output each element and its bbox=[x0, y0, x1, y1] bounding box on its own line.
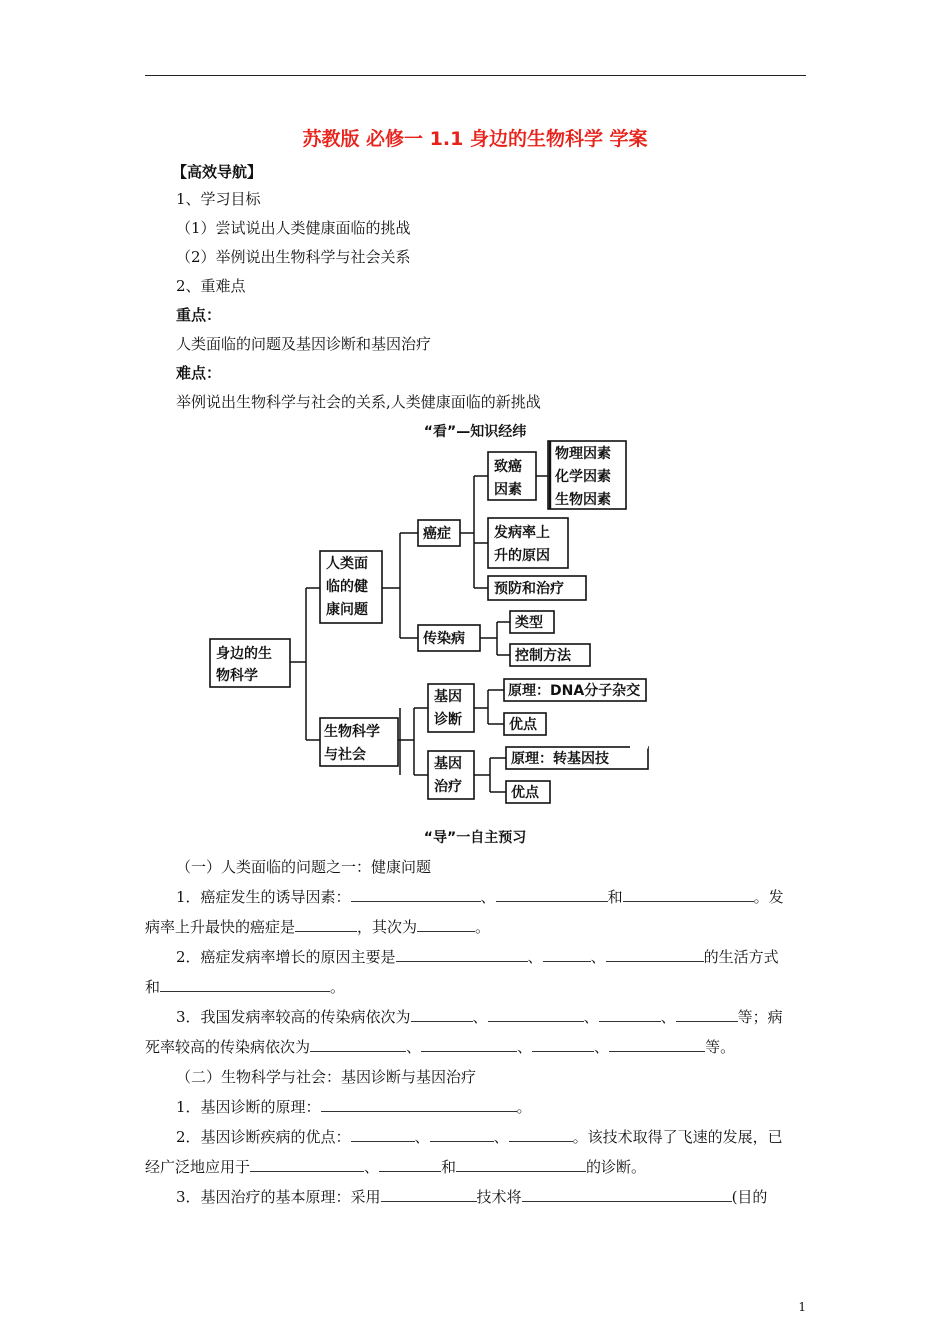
q5-text-d: 。该技术取得了飞速的发展，已 bbox=[572, 1128, 783, 1146]
question-3-line-2 bbox=[145, 1036, 735, 1057]
health-line-2: 临的健 bbox=[326, 579, 368, 595]
q1-text-f: ，其次为 bbox=[357, 918, 418, 936]
q4-text-a: 1．基因诊断的原理： bbox=[176, 1098, 321, 1116]
blank[interactable] bbox=[351, 887, 481, 902]
health-line-1: 人类面 bbox=[326, 556, 368, 572]
blank[interactable] bbox=[543, 947, 591, 962]
blank[interactable] bbox=[310, 1037, 406, 1052]
blank[interactable] bbox=[509, 1127, 573, 1142]
blank[interactable] bbox=[676, 1007, 738, 1022]
ther-principle-node: 原理：转基因技 bbox=[511, 751, 609, 767]
blank[interactable] bbox=[522, 1187, 732, 1202]
blank[interactable] bbox=[421, 1037, 517, 1052]
factor-physical: 物理因素 bbox=[555, 446, 611, 462]
preview-heading: “导”一自主预习 bbox=[423, 830, 527, 846]
blank[interactable] bbox=[396, 947, 528, 962]
page-number: 1 bbox=[798, 1300, 806, 1314]
diagnosis-line-2: 诊断 bbox=[434, 712, 462, 728]
guide-header: 【高效导航】 bbox=[172, 163, 263, 181]
therapy-line-2: 治疗 bbox=[434, 779, 462, 795]
goal-item-1: （1）尝试说出人类健康面临的挑战 bbox=[176, 219, 411, 237]
blank[interactable] bbox=[430, 1127, 494, 1142]
key-label: 重点： bbox=[176, 306, 222, 324]
q3-text-j: 等。 bbox=[705, 1038, 736, 1056]
blank[interactable] bbox=[496, 887, 608, 902]
blank[interactable] bbox=[609, 1037, 705, 1052]
question-4 bbox=[176, 1096, 532, 1117]
q2-text-e: 和 bbox=[145, 978, 161, 996]
blank[interactable] bbox=[599, 1007, 661, 1022]
question-5-line-1 bbox=[176, 1126, 783, 1147]
q2-text-d: 的生活方式 bbox=[703, 948, 779, 966]
blank[interactable] bbox=[606, 947, 704, 962]
rate-rise-line-2: 升的原因 bbox=[494, 548, 550, 564]
q3-text-g: 、 bbox=[406, 1038, 422, 1056]
society-line-1: 生物科学 bbox=[324, 724, 380, 740]
hard-label: 难点： bbox=[176, 364, 222, 382]
q2-text-f: 。 bbox=[330, 978, 346, 996]
society-line-2: 与社会 bbox=[324, 747, 366, 763]
blank[interactable] bbox=[623, 887, 754, 902]
question-1-line-2 bbox=[145, 916, 490, 937]
blank[interactable] bbox=[411, 1007, 473, 1022]
cancer-node: 癌症 bbox=[423, 526, 451, 542]
therapy-line-1: 基因 bbox=[434, 756, 462, 772]
carcinogen-line-1: 致癌 bbox=[494, 459, 522, 475]
blank[interactable] bbox=[321, 1097, 517, 1112]
blank[interactable] bbox=[381, 1187, 477, 1202]
q3-text-a: 3．我国发病率较高的传染病依次为 bbox=[176, 1008, 411, 1026]
key-points-heading: 2、重难点 bbox=[176, 277, 246, 295]
question-1-line-1 bbox=[176, 886, 784, 907]
q5-text-a: 2．基因诊断疾病的优点： bbox=[176, 1128, 351, 1146]
question-2-line-2 bbox=[145, 976, 345, 997]
blank[interactable] bbox=[379, 1157, 441, 1172]
question-2-line-1 bbox=[176, 946, 779, 967]
question-5-line-2 bbox=[145, 1156, 646, 1177]
blank[interactable] bbox=[417, 917, 475, 932]
hard-text: 举例说出生物科学与社会的关系,人类健康面临的新挑战 bbox=[176, 393, 541, 411]
q1-text-b: 、 bbox=[480, 888, 496, 906]
blank[interactable] bbox=[160, 977, 330, 992]
q1-text-c: 和 bbox=[607, 888, 623, 906]
q2-text-c: 、 bbox=[590, 948, 606, 966]
q5-text-f: 、 bbox=[364, 1158, 380, 1176]
health-line-3: 康问题 bbox=[326, 602, 368, 618]
diagnosis-line-1: 基因 bbox=[434, 689, 462, 705]
blank[interactable] bbox=[295, 917, 357, 932]
page-title: 苏教版 必修一 1.1 身边的生物科学 学案 bbox=[302, 128, 648, 150]
q5-text-b: 、 bbox=[414, 1128, 430, 1146]
q6-text-a: 3．基因治疗的基本原理：采用 bbox=[176, 1188, 381, 1206]
q3-text-e: 等；病 bbox=[737, 1008, 783, 1026]
infect-node: 传染病 bbox=[423, 631, 465, 647]
control-node: 控制方法 bbox=[515, 648, 571, 664]
goals-heading: 1、学习目标 bbox=[176, 190, 261, 208]
q1-text-d: 。发 bbox=[753, 888, 784, 906]
blank[interactable] bbox=[351, 1127, 415, 1142]
q5-text-c: 、 bbox=[493, 1128, 509, 1146]
section-one-heading: （一）人类面临的问题之一：健康问题 bbox=[176, 858, 432, 876]
rate-rise-line-1: 发病率上 bbox=[494, 525, 550, 541]
q5-text-h: 的诊断。 bbox=[586, 1158, 647, 1176]
q5-text-g: 和 bbox=[441, 1158, 457, 1176]
q5-text-e: 经广泛地应用于 bbox=[145, 1158, 251, 1176]
q3-text-b: 、 bbox=[472, 1008, 488, 1026]
root-line-1: 身边的生 bbox=[216, 646, 272, 662]
factor-chemical: 化学因素 bbox=[555, 469, 611, 485]
question-6 bbox=[176, 1186, 767, 1207]
diagram-heading: “看”—知识经纬 bbox=[423, 424, 527, 440]
q2-text-b: 、 bbox=[527, 948, 543, 966]
diag-principle-node: 原理：DNA分子杂交 bbox=[508, 683, 641, 699]
question-3-line-1 bbox=[176, 1006, 783, 1027]
q3-text-c: 、 bbox=[583, 1008, 599, 1026]
blank[interactable] bbox=[532, 1037, 594, 1052]
prevent-node: 预防和治疗 bbox=[494, 581, 564, 597]
goal-item-2: （2）举例说出生物科学与社会关系 bbox=[176, 248, 411, 266]
q1-text-g: 。 bbox=[475, 918, 491, 936]
key-text: 人类面临的问题及基因诊断和基因治疗 bbox=[176, 335, 432, 353]
q1-text-e: 病率上升最快的癌症是 bbox=[145, 918, 296, 936]
q3-text-d: 、 bbox=[660, 1008, 676, 1026]
q6-text-b: 技术将 bbox=[476, 1188, 522, 1206]
q6-text-c: (目的 bbox=[731, 1188, 768, 1206]
diag-adv-node: 优点 bbox=[509, 717, 537, 733]
blank[interactable] bbox=[456, 1157, 586, 1172]
factor-biological: 生物因素 bbox=[555, 492, 611, 508]
types-node: 类型 bbox=[515, 615, 543, 631]
q3-text-f: 死率较高的传染病依次为 bbox=[145, 1038, 311, 1056]
q2-text-a: 2．癌症发病率增长的原因主要是 bbox=[176, 948, 396, 966]
q3-text-i: 、 bbox=[594, 1038, 610, 1056]
section-two-heading: （二）生物科学与社会：基因诊断与基因治疗 bbox=[176, 1068, 477, 1086]
blank[interactable] bbox=[250, 1157, 364, 1172]
q3-text-h: 、 bbox=[517, 1038, 533, 1056]
ther-adv-node: 优点 bbox=[511, 785, 539, 801]
blank[interactable] bbox=[488, 1007, 584, 1022]
root-line-2: 物科学 bbox=[216, 668, 258, 684]
q4-text-b: 。 bbox=[516, 1098, 532, 1116]
q1-text-a: 1．癌症发生的诱导因素： bbox=[176, 888, 351, 906]
carcinogen-line-2: 因素 bbox=[494, 482, 522, 498]
